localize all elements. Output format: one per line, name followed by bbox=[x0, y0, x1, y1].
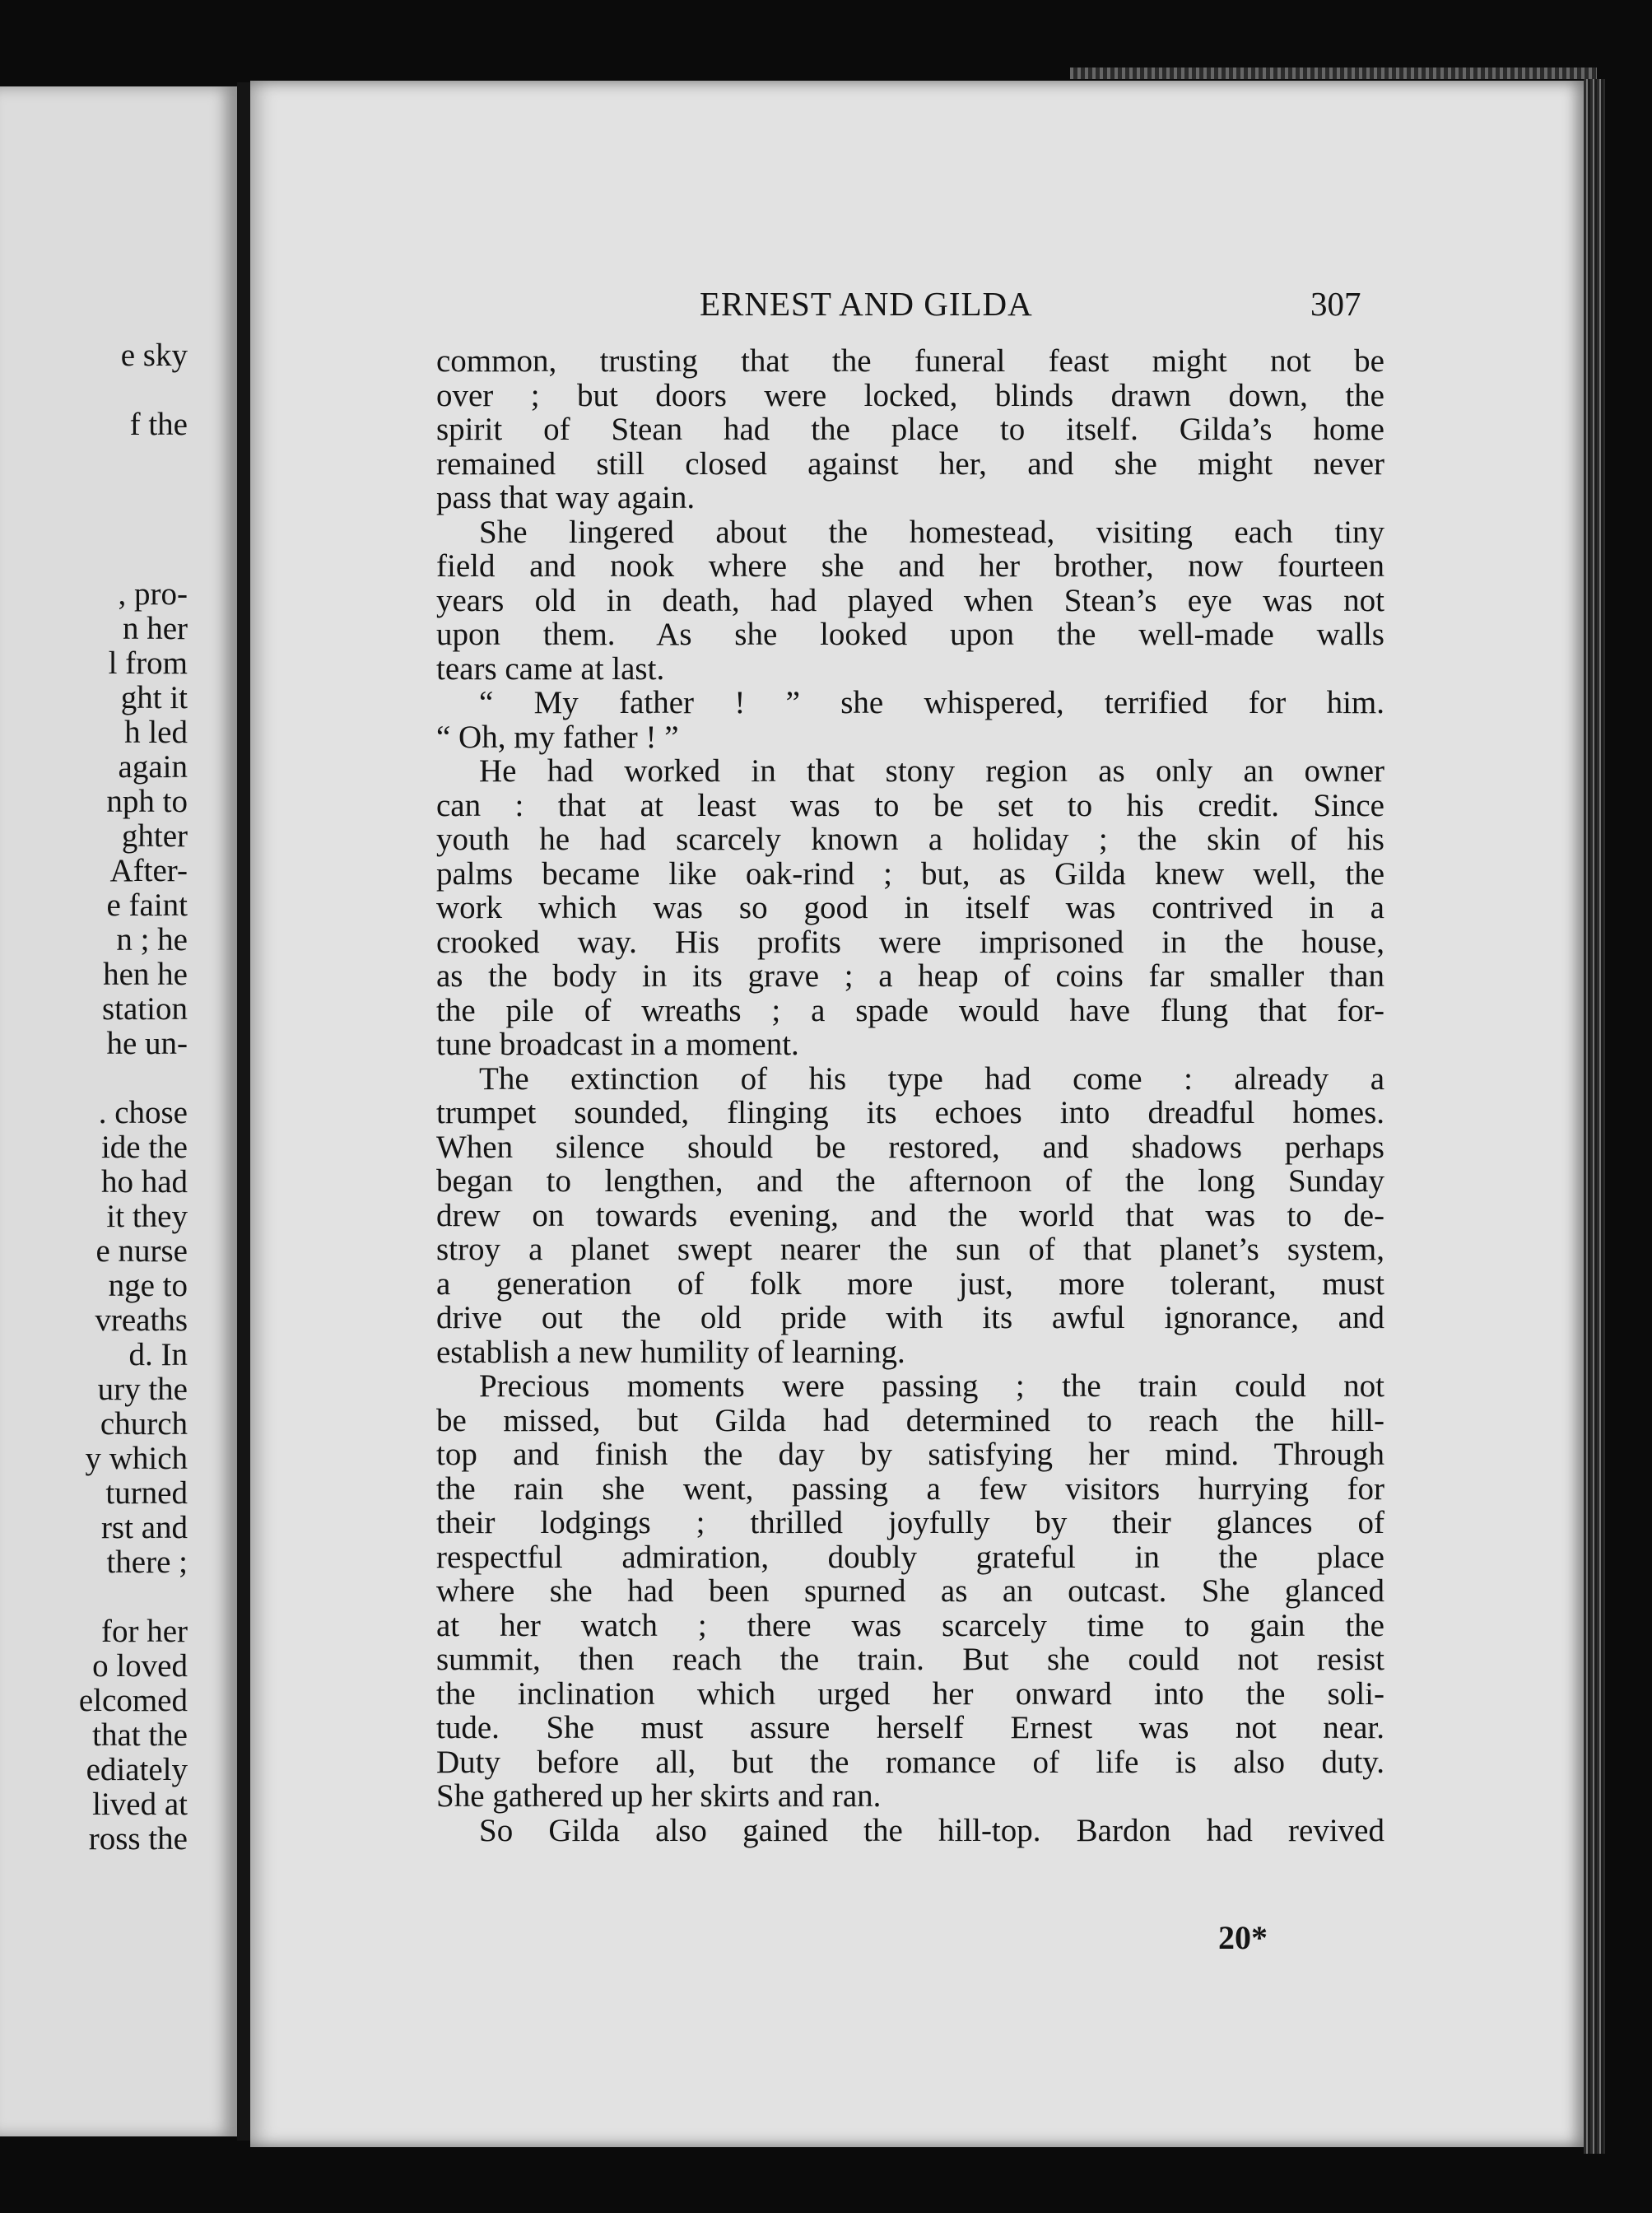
text-line: where she had been spurned as an outcast. She glanced bbox=[436, 1573, 1384, 1609]
text-line: their lodgings ; thrilled joyfully by their glances of bbox=[436, 1505, 1384, 1540]
text-line: pass that way again. bbox=[436, 480, 696, 515]
left-page-line: lived at bbox=[92, 1787, 188, 1822]
left-page-line: ghter bbox=[121, 818, 188, 854]
book-gutter bbox=[237, 82, 250, 2141]
left-page-line: vreaths bbox=[95, 1302, 188, 1338]
body-text bbox=[436, 344, 1384, 1847]
text-line: upon them. As she looked upon the well-made walls bbox=[436, 617, 1384, 652]
left-page-line: e sky bbox=[120, 338, 188, 373]
text-line: drive out the old pride with its awful ignorance, and bbox=[436, 1300, 1384, 1335]
text-line: Duty before all, but the romance of life is also duty. bbox=[436, 1744, 1384, 1780]
left-page-line: he un- bbox=[106, 1026, 188, 1061]
text-line: tears came at last. bbox=[436, 650, 665, 687]
running-head: ERNEST AND GILDA bbox=[700, 285, 1033, 323]
text-line: over ; but doors were locked, blinds drawn down, the bbox=[436, 377, 1384, 413]
left-page-line: for her bbox=[100, 1614, 188, 1649]
left-page-line: ho had bbox=[100, 1164, 188, 1200]
left-page-line: d. In bbox=[128, 1337, 188, 1372]
left-page-line: there ; bbox=[106, 1544, 188, 1580]
text-line: be missed, but Gilda had determined to reach the hill- bbox=[436, 1402, 1384, 1438]
text-line: spirit of Stean had the place to itself. Gilda’s home bbox=[436, 412, 1384, 447]
text-line: When silence should be restored, and shadows perhaps bbox=[436, 1129, 1384, 1165]
left-page-line: it they bbox=[106, 1199, 188, 1234]
left-page-line: f the bbox=[129, 407, 188, 442]
left-page-line: ross the bbox=[88, 1821, 188, 1857]
text-line: She gathered up her skirts and ran. bbox=[436, 1778, 882, 1814]
left-page-line: , pro- bbox=[118, 576, 188, 612]
text-line: top and finish the day by satisfying her mind. Through bbox=[436, 1437, 1384, 1472]
text-line: the inclination which urged her onward into the soli- bbox=[436, 1675, 1384, 1712]
text-line: respectful admiration, doubly grateful in the place bbox=[436, 1539, 1384, 1575]
text-line: establish a new humility of learning. bbox=[436, 1334, 905, 1370]
page-number: 307 bbox=[1310, 285, 1361, 323]
left-page-line: h led bbox=[124, 715, 188, 750]
left-page-line: e nurse bbox=[95, 1233, 188, 1269]
left-page-line: station bbox=[102, 991, 188, 1027]
text-line: work which was so good in itself was contrived in a bbox=[436, 890, 1384, 925]
left-page-line: again bbox=[118, 749, 188, 785]
page-fore-edge bbox=[1584, 79, 1605, 2154]
text-line: “ My father ! ” she whispered, terrified for him. bbox=[479, 685, 1384, 720]
left-page-line: l from bbox=[108, 645, 188, 681]
text-line: a generation of folk more just, more tolerant, must bbox=[436, 1265, 1384, 1302]
left-page-line: turned bbox=[105, 1475, 188, 1511]
left-page-line: e faint bbox=[106, 888, 188, 923]
left-page-line: ide the bbox=[100, 1130, 188, 1165]
text-line: The extinction of his type had come : already a bbox=[479, 1060, 1384, 1097]
text-line: palms became like oak-rind ; but, as Gilda knew well, the bbox=[436, 855, 1384, 892]
left-page-line: nph to bbox=[106, 784, 188, 819]
signature-mark: 20* bbox=[1218, 1919, 1268, 1956]
left-page-line: hen he bbox=[103, 957, 188, 992]
text-line: summit, then reach the train. But she could not resist bbox=[436, 1642, 1384, 1677]
text-line: the pile of wreaths ; a spade would have flung that for- bbox=[436, 992, 1384, 1028]
text-line: tude. She must assure herself Ernest was not near. bbox=[436, 1710, 1384, 1745]
text-line: He had worked in that stony region as only an owner bbox=[479, 753, 1384, 789]
left-page-line: church bbox=[100, 1406, 188, 1442]
text-line: tune broadcast in a moment. bbox=[436, 1027, 799, 1062]
text-line: crooked way. His profits were imprisoned in the house, bbox=[436, 924, 1384, 960]
page-top-edge bbox=[1070, 68, 1597, 79]
text-line: trumpet sounded, flinging its echoes into dreadful homes. bbox=[436, 1095, 1384, 1130]
text-line: at her watch ; there was scarcely time to gain the bbox=[436, 1607, 1384, 1643]
text-line: youth he had scarcely known a holiday ; the skin of his bbox=[436, 822, 1384, 857]
left-page-line: rst and bbox=[100, 1510, 188, 1545]
left-page-line: elcomed bbox=[78, 1683, 188, 1718]
text-line: stroy a planet swept nearer the sun of that planet’s system, bbox=[436, 1232, 1384, 1267]
text-line: common, trusting that the funeral feast might not be bbox=[436, 343, 1384, 379]
left-page-line: n her bbox=[122, 611, 188, 646]
left-page bbox=[0, 86, 242, 2136]
left-page-line: that the bbox=[92, 1717, 188, 1753]
text-line: Precious moments were passing ; the train could not bbox=[479, 1368, 1384, 1404]
left-page-line: y which bbox=[85, 1441, 188, 1476]
text-line: the rain she went, passing a few visitors hurrying for bbox=[436, 1470, 1384, 1507]
left-page-line: ediately bbox=[86, 1752, 188, 1787]
left-page-line: . chose bbox=[98, 1095, 188, 1130]
text-line: as the body in its grave ; a heap of coins far smaller than bbox=[436, 958, 1384, 994]
left-page-line: n ; he bbox=[116, 922, 188, 957]
text-line: So Gilda also gained the hill-top. Bardon had revived bbox=[479, 1812, 1384, 1848]
text-line: field and nook where she and her brother, now fourteen bbox=[436, 548, 1384, 584]
left-page-line: ury the bbox=[97, 1372, 188, 1407]
left-page-line: ght it bbox=[120, 680, 188, 715]
text-line: drew on towards evening, and the world that was to de- bbox=[436, 1197, 1384, 1233]
text-line: She lingered about the homestead, visiting each tiny bbox=[479, 514, 1384, 550]
text-line: can : that at least was to be set to his credit. Since bbox=[436, 787, 1384, 823]
text-line: years old in death, had played when Stean’s eye was not bbox=[436, 582, 1384, 618]
left-page-line: o loved bbox=[92, 1648, 188, 1684]
text-line: “ Oh, my father ! ” bbox=[436, 719, 679, 755]
left-page-line: nge to bbox=[108, 1268, 188, 1303]
left-page-line: After- bbox=[109, 853, 188, 888]
text-line: remained still closed against her, and she might never bbox=[436, 445, 1384, 482]
text-line: began to lengthen, and the afternoon of the long Sunday bbox=[436, 1163, 1384, 1199]
